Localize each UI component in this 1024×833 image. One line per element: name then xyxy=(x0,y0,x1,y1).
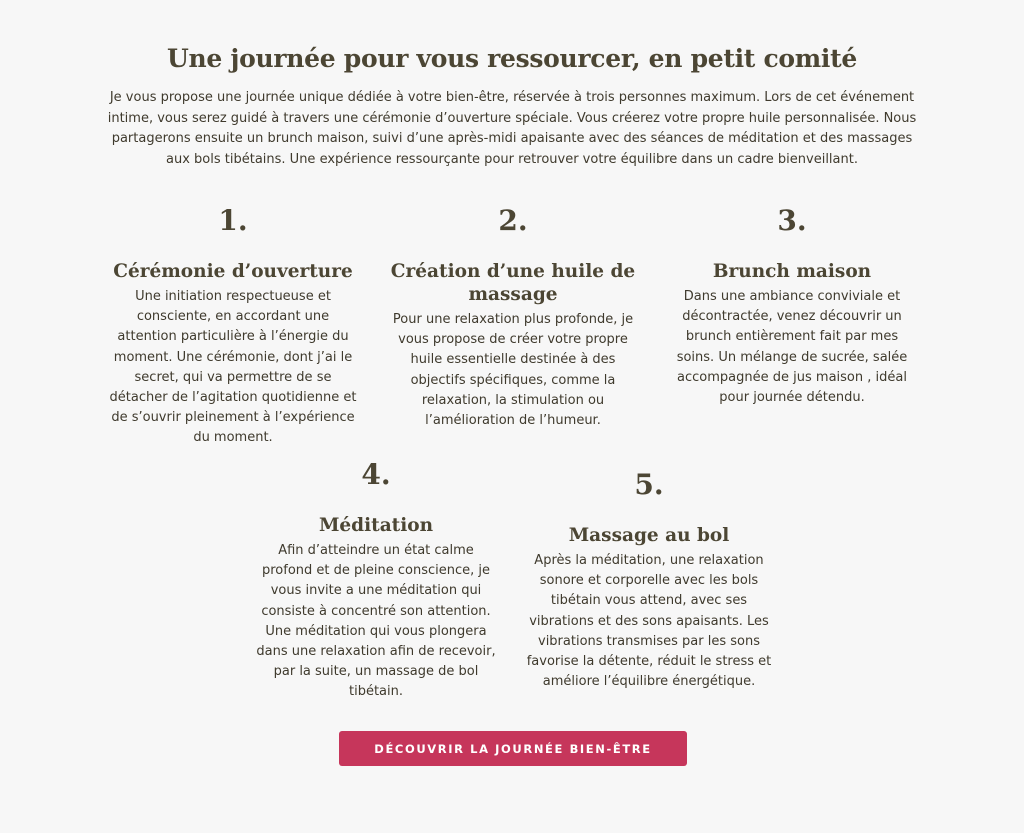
step-2 xyxy=(388,204,638,431)
step-heading: Brunch maison xyxy=(712,261,872,282)
step-number: 4. xyxy=(361,458,391,491)
step-5 xyxy=(524,468,774,692)
step-heading: Création d’une huile de massage xyxy=(390,261,636,305)
step-heading: Méditation xyxy=(318,515,434,536)
step-description: Dans une ambiance conviviale et décontractée, venez découvrir un brunch entièrement fait par mes soins. Un mélange de sucrée, salée accompagnée de jus maison , idéal pour journée détendu. xyxy=(676,289,908,406)
page-title: Une journée pour vous ressourcer, en petit comité xyxy=(167,44,857,73)
step-4 xyxy=(252,458,500,703)
discover-day-button[interactable]: DÉCOUVRIR LA JOURNÉE BIEN-ÊTRE xyxy=(339,731,687,766)
step-number: 3. xyxy=(777,204,807,237)
step-description: Une initiation respectueuse et consciente, en accordant une attention particulière à l’énergie du moment. Une cérémonie, dont j’ai le secret, qui va permettre de se détacher de l’agitation quotidienne et de s’ouvrir pleinement à l’expérience du moment. xyxy=(109,289,357,446)
step-1 xyxy=(108,204,358,449)
step-3 xyxy=(666,204,918,408)
step-description: Afin d’atteindre un état calme profond et de pleine conscience, je vous invite a une méditation qui consiste à concentré son attention. Une méditation qui vous plongera dans une relaxation afin de recevoir, par la suite, un massage de bol tibétain. xyxy=(256,543,496,700)
step-number: 1. xyxy=(218,204,248,237)
step-description: Pour une relaxation plus profonde, je vous propose de créer votre propre huile essentielle destinée à des objectifs spécifiques, comme la relaxation, la stimulation ou l’amélioration de l’humeur. xyxy=(392,312,634,429)
step-number: 2. xyxy=(498,204,528,237)
step-description: Après la méditation, une relaxation sonore et corporelle avec les bols tibétain vous attend, avec ses vibrations et des sons apaisants. Les vibrations transmises par les sons favorise la détente, réduit le stress et améliore l’équilibre énergétique. xyxy=(526,553,772,690)
intro-paragraph: Je vous propose une journée unique dédiée à votre bien-être, réservée à trois personnes maximum. Lors de cet événement intime, vous serez guidé à travers une cérémonie d’ouverture spéciale. Vous créerez votre propre huile personnalisée. Nous partagerons ensuite un brunch maison, suivi d’une après-midi apaisante avec des séances de méditation et des massages aux bols tibétains. Une expérience ressourçante pour retrouver votre équilibre dans un cadre bienveillant. xyxy=(107,90,917,167)
step-heading: Massage au bol xyxy=(568,525,730,546)
step-number: 5. xyxy=(634,468,664,501)
step-heading: Cérémonie d’ouverture xyxy=(113,261,353,282)
